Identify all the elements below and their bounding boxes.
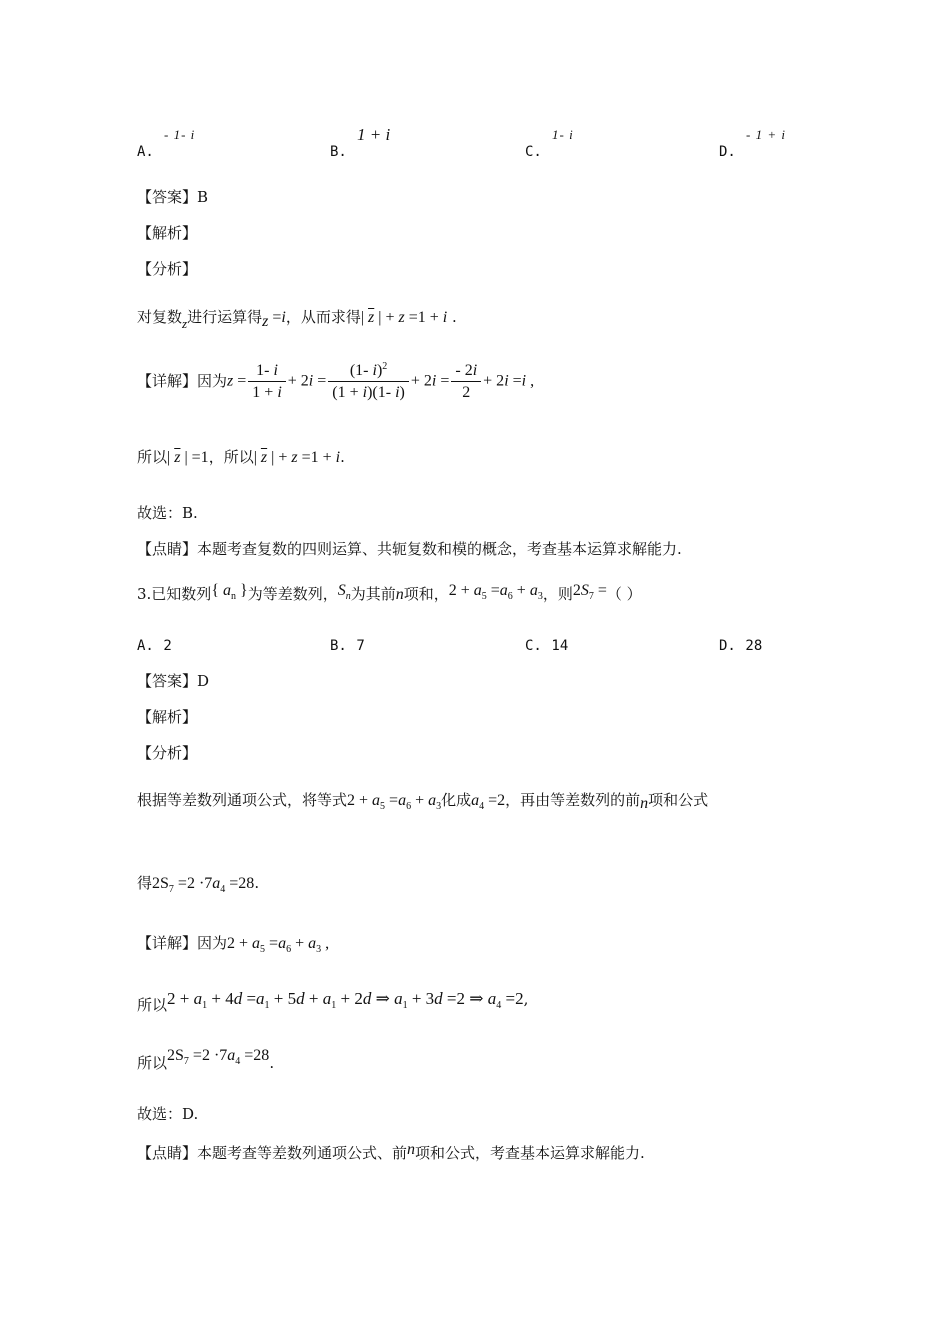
q3-comment bbox=[137, 1142, 645, 1161]
q3-option-c-value: 14 bbox=[551, 638, 569, 654]
q2-jiexi-heading: 【解析】 bbox=[137, 224, 198, 242]
q2-answer: 【答案】B bbox=[137, 188, 209, 206]
q3-stem-blank: （ ） bbox=[606, 585, 642, 603]
q3-option-d-value: 28 bbox=[745, 638, 763, 654]
q3-analysis-1a: 根据等差数列通项公式，将等式 bbox=[137, 791, 348, 809]
q3-option-b-label: B. bbox=[330, 638, 347, 654]
q2-so2: ，所以 bbox=[208, 448, 254, 466]
var-n-2: n bbox=[640, 795, 649, 812]
var-n: n bbox=[395, 586, 404, 603]
q3-derivation: 所以$2 + a_1 + 4d =a_1 + 5d + a_1 + 2d$ ⇒ $a_1 + 3d =2$ ⇒ $a_4 =2$, bbox=[137, 989, 529, 1014]
math-z-def: z = bbox=[227, 372, 247, 390]
math-derivation: $2 + a_1 + 4d =a_1 + 5d + a_1 + 2d$ ⇒ $a_1 + 3d =2$ ⇒ $a_4 =2$ bbox=[167, 989, 524, 1011]
q3-detail-tag: 【详解】因为 bbox=[137, 934, 228, 952]
math-condition: $2 + a_5 =a_6 + a_3$ bbox=[448, 582, 543, 602]
q2-fenxi-heading: 【分析】 bbox=[137, 260, 198, 278]
math-z-eq-i: z =i bbox=[262, 309, 286, 330]
q3-detail bbox=[137, 936, 329, 955]
q3-so-line: 所以$2S_7 =2 \cdot 7a_4 =28$. bbox=[137, 1047, 275, 1072]
var-z: z bbox=[182, 316, 188, 331]
q3-option-c-label: C. bbox=[525, 638, 542, 654]
var-n-3: n bbox=[407, 1141, 416, 1158]
q2-comment: 【点睛】本题考查复数的四则运算、共轭复数和模的概念，考查基本运算求解能力. bbox=[137, 540, 682, 558]
q3-comment-b: 项和公式，考查基本运算求解能力. bbox=[415, 1144, 645, 1162]
q3-answer: 【答案】D bbox=[137, 672, 210, 690]
q3-analysis-line1 bbox=[137, 793, 708, 812]
q3-option-a-value: 2 bbox=[163, 638, 172, 654]
q2-option-c bbox=[525, 144, 542, 159]
q3-analysis-line2: 得$2S_7 =2 \cdot 7a_4 =28$. bbox=[137, 874, 260, 895]
q3-comment-a: 【点睛】本题考查等差数列通项公式、前 bbox=[137, 1144, 408, 1162]
math-condition-3: $2 + a_5 =a_6 + a_3$ , bbox=[227, 935, 330, 955]
q2-option-b-value: 1 + i bbox=[357, 125, 391, 144]
q3-analysis-2a: 得 bbox=[137, 874, 153, 892]
math-result: | $\overline{z}$ | + z =1 + i bbox=[253, 449, 341, 466]
q3-option-a bbox=[137, 638, 172, 653]
math-2s7-result: $2S_7 =2 \cdot 7a_4 =28$ bbox=[152, 875, 255, 895]
q3-so1: 所以 bbox=[137, 996, 168, 1014]
q2-option-c-value: 1- i bbox=[552, 127, 574, 142]
q3-analysis-1d: 项和公式 bbox=[648, 791, 709, 809]
math-2s7-result-2: $2S_7 =2 \cdot 7a_4 =28$ bbox=[167, 1047, 270, 1067]
q2-detail: 【详解】因为z = $\frac{1- i}{1 + i}$ + 2i = $\frac{(1- i)^2}{(1 + i)(1- i)}$ + 2i = $\frac{- 2i}{2}$ + 2i =i , bbox=[137, 361, 535, 401]
q2-so1: 所以 bbox=[137, 448, 168, 466]
q3-option-a-label: A. bbox=[137, 638, 154, 654]
q3-stem-mid1: 为等差数列， bbox=[247, 585, 338, 603]
q2-option-a-value: - 1- i bbox=[164, 127, 196, 142]
math-condition-2: $2 + a_5 =a_6 + a_3$ bbox=[347, 792, 442, 812]
q3-jiexi-heading: 【解析】 bbox=[137, 708, 198, 726]
math-2s7: $2S_7$ = bbox=[572, 582, 607, 602]
q2-analysis bbox=[137, 310, 457, 330]
q2-so-line: 所以| $\overline{z}$ | =1，所以| $\overline{z}$ | + z =1 + i. bbox=[137, 448, 345, 466]
q3-analysis-1c: ，再由等差数列的前 bbox=[505, 791, 641, 809]
q2-analysis-prefix: 对复数 bbox=[137, 308, 183, 326]
q2-analysis-mid2: ，从而求得 bbox=[285, 308, 361, 326]
q3-option-c bbox=[525, 638, 568, 653]
math-sn: $S_n$ bbox=[337, 582, 351, 602]
q2-option-a-label: A. bbox=[137, 144, 154, 160]
q3-option-d-label: D. bbox=[719, 638, 736, 654]
q2-option-b bbox=[330, 144, 347, 159]
q2-option-a bbox=[137, 144, 154, 159]
q3-stem-mid3: 项和， bbox=[403, 585, 449, 603]
q2-option-d-value: - 1 + i bbox=[746, 127, 786, 142]
q2-analysis-end: . bbox=[447, 308, 457, 326]
q2-analysis-mid1: 进行运算得 bbox=[187, 308, 263, 326]
q2-detail-tag: 【详解】因为 bbox=[137, 372, 228, 390]
q3-choose: 故选：D. bbox=[137, 1105, 199, 1123]
q2-option-d bbox=[719, 144, 736, 159]
math-sequence-an: { $a_n$ } bbox=[211, 582, 248, 602]
math-a4-eq-2: $a_4 =2$ bbox=[471, 792, 506, 812]
q2-option-c-label: C. bbox=[525, 144, 542, 160]
math-abs-zbar-plus-z: | $\overline{z}$ | + z =1 + i bbox=[360, 309, 448, 326]
q3-stem-prefix: 3.已知数列 bbox=[137, 585, 212, 603]
q2-choose: 故选：B. bbox=[137, 504, 198, 522]
q3-analysis-1b: 化成 bbox=[441, 791, 472, 809]
q3-option-b-value: 7 bbox=[356, 638, 365, 654]
q2-option-b-label: B. bbox=[330, 144, 347, 160]
frac-square-over-product: $\frac{(1- i)^2}{(1 + i)(1- i)}$ bbox=[328, 362, 409, 401]
q3-stem-mid2: 为其前 bbox=[350, 585, 396, 603]
q3-stem-mid4: ，则 bbox=[542, 585, 573, 603]
q3-option-d bbox=[719, 638, 762, 653]
frac-neg2i-over-2: $\frac{- 2i}{2}$ bbox=[451, 363, 481, 401]
q2-option-d-label: D. bbox=[719, 144, 736, 160]
frac-1mi-over-1pi: $\frac{1- i}{1 + i}$ bbox=[248, 363, 285, 401]
q3-stem bbox=[137, 583, 642, 603]
q3-fenxi-heading: 【分析】 bbox=[137, 744, 198, 762]
q3-option-b bbox=[330, 638, 365, 653]
math-abs-zbar-eq-1: | $\overline{z}$ | =1 bbox=[167, 449, 209, 466]
q3-so2: 所以 bbox=[137, 1054, 168, 1072]
